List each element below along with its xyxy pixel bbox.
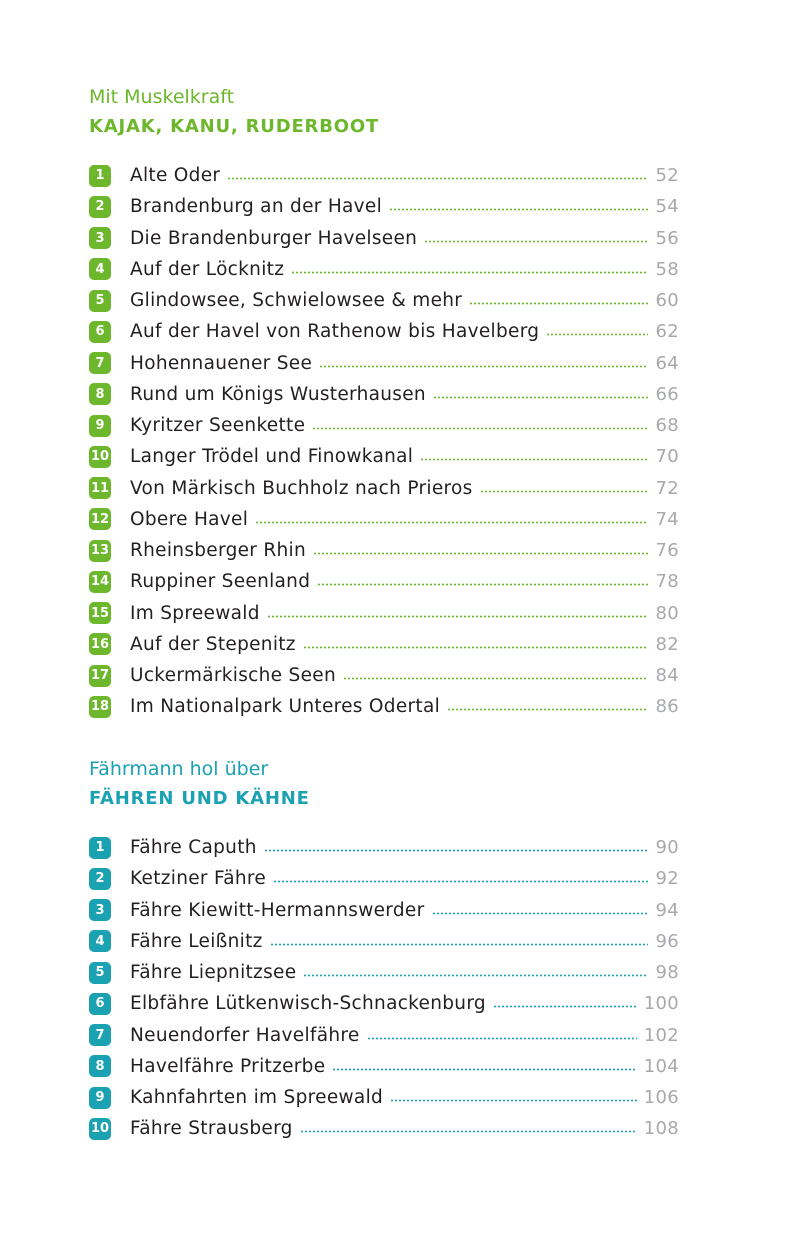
entry-title[interactable]: Auf der Havel von Rathenow bis Havelberg <box>130 321 540 343</box>
toc-entry[interactable] <box>89 160 679 191</box>
entry-page-number: 106 <box>643 1087 679 1109</box>
entry-page-number: 94 <box>655 899 679 921</box>
entry-title[interactable]: Im Nationalpark Unteres Odertal <box>130 696 441 718</box>
entry-title[interactable]: Kahnfahrten im Spreewald <box>130 1087 384 1109</box>
entry-page-number: 78 <box>655 571 679 593</box>
entry-title[interactable]: Ruppiner Seenland <box>130 571 311 593</box>
dot-leader <box>469 302 648 305</box>
dot-leader <box>303 646 649 649</box>
entry-number-badge: 11 <box>89 477 111 499</box>
entry-page-number: 52 <box>655 165 679 187</box>
toc-list <box>89 160 679 723</box>
toc-entry[interactable] <box>89 832 679 863</box>
entry-title[interactable]: Kyritzer Seenkette <box>130 415 306 437</box>
entry-number-badge: 3 <box>89 227 111 249</box>
entry-title[interactable]: Auf der Löcknitz <box>130 258 285 280</box>
entry-page-number: 96 <box>655 930 679 952</box>
entry-title[interactable]: Rheinsberger Rhin <box>130 540 307 562</box>
dot-leader <box>255 521 648 524</box>
section-faehren <box>89 756 679 1145</box>
entry-page-number: 60 <box>655 290 679 312</box>
toc-entry[interactable] <box>89 926 679 957</box>
toc-entry[interactable] <box>89 316 679 347</box>
toc-entry[interactable] <box>89 441 679 472</box>
entry-number-badge: 2 <box>89 196 111 218</box>
entry-title[interactable]: Glindowsee, Schwielowsee & mehr <box>130 290 463 312</box>
toc-entry[interactable] <box>89 1082 679 1113</box>
entry-title[interactable]: Fähre Strausberg <box>130 1118 293 1140</box>
entry-number-badge: 5 <box>89 962 111 984</box>
entry-number-badge: 2 <box>89 868 111 890</box>
entry-page-number: 64 <box>655 352 679 374</box>
entry-page-number: 90 <box>655 837 679 859</box>
dot-leader <box>303 974 648 977</box>
entry-number-badge: 7 <box>89 1024 111 1046</box>
entry-page-number: 70 <box>655 446 679 468</box>
toc-list <box>89 832 679 1145</box>
entry-page-number: 86 <box>655 696 679 718</box>
toc-entry[interactable] <box>89 285 679 316</box>
dot-leader <box>332 1068 636 1071</box>
entry-page-number: 98 <box>655 962 679 984</box>
entry-number-badge: 6 <box>89 993 111 1015</box>
entry-number-badge: 1 <box>89 837 111 859</box>
entry-page-number: 80 <box>655 602 679 624</box>
dot-leader <box>267 615 649 618</box>
toc-entry[interactable] <box>89 598 679 629</box>
toc-entry[interactable] <box>89 535 679 566</box>
toc-entry[interactable] <box>89 895 679 926</box>
toc-entry[interactable] <box>89 473 679 504</box>
entry-number-badge: 8 <box>89 1055 111 1077</box>
entry-page-number: 102 <box>643 1024 679 1046</box>
entry-title[interactable]: Auf der Stepenitz <box>130 633 296 655</box>
dot-leader <box>343 677 649 680</box>
dot-leader <box>493 1005 637 1008</box>
entry-title[interactable]: Rund um Königs Wusterhausen <box>130 383 426 405</box>
entry-page-number: 76 <box>655 540 679 562</box>
entry-page-number: 62 <box>655 321 679 343</box>
dot-leader <box>227 177 648 180</box>
entry-number-badge: 13 <box>89 540 111 562</box>
entry-number-badge: 10 <box>89 446 111 468</box>
entry-number-badge: 18 <box>89 696 111 718</box>
toc-entry[interactable] <box>89 410 679 441</box>
dot-leader <box>433 396 649 399</box>
dot-leader <box>424 240 648 243</box>
entry-page-number: 92 <box>655 868 679 890</box>
entry-page-number: 74 <box>655 508 679 530</box>
entry-number-badge: 1 <box>89 165 111 187</box>
entry-number-badge: 7 <box>89 352 111 374</box>
entry-number-badge: 4 <box>89 930 111 952</box>
entry-title[interactable]: Fähre Liepnitzsee <box>130 962 297 984</box>
entry-title[interactable]: Im Spreewald <box>130 602 260 624</box>
dot-leader <box>313 552 648 555</box>
entry-number-badge: 9 <box>89 1087 111 1109</box>
toc-entry[interactable] <box>89 566 679 597</box>
dot-leader <box>389 208 648 211</box>
toc-entry[interactable] <box>89 1113 679 1144</box>
entry-title[interactable]: Fähre Caputh <box>130 837 257 859</box>
entry-page-number: 84 <box>655 665 679 687</box>
toc-entry[interactable] <box>89 691 679 722</box>
entry-number-badge: 4 <box>89 258 111 280</box>
dot-leader <box>432 912 649 915</box>
entry-title[interactable]: Neuendorfer Havelfähre <box>130 1024 360 1046</box>
dot-leader <box>264 849 649 852</box>
dot-leader <box>300 1130 637 1133</box>
dot-leader <box>480 490 649 493</box>
entry-page-number: 68 <box>655 415 679 437</box>
section-subtitle: Mit Muskelkraft <box>89 86 235 108</box>
entry-title[interactable]: Ketziner Fähre <box>130 868 267 890</box>
toc-entry[interactable] <box>89 863 679 894</box>
entry-page-number: 58 <box>655 258 679 280</box>
entry-page-number: 54 <box>655 196 679 218</box>
dot-leader <box>291 271 648 274</box>
toc-entry[interactable] <box>89 1051 679 1082</box>
entry-number-badge: 10 <box>89 1118 111 1140</box>
entry-page-number: 82 <box>655 633 679 655</box>
entry-title[interactable]: Von Märkisch Buchholz nach Prieros <box>130 477 473 499</box>
dot-leader <box>390 1099 637 1102</box>
entry-number-badge: 6 <box>89 321 111 343</box>
toc-entry[interactable] <box>89 629 679 660</box>
entry-title[interactable]: Langer Trödel und Finowkanal <box>130 446 414 468</box>
section-kajak-kanu <box>89 84 679 723</box>
dot-leader <box>270 943 649 946</box>
entry-title[interactable]: Fähre Leißnitz <box>130 930 263 952</box>
entry-title[interactable]: Obere Havel <box>130 508 249 530</box>
entry-title[interactable]: Havelfähre Pritzerbe <box>130 1055 326 1077</box>
entry-number-badge: 15 <box>89 602 111 624</box>
entry-number-badge: 16 <box>89 633 111 655</box>
entry-number-badge: 17 <box>89 665 111 687</box>
dot-leader <box>273 880 648 883</box>
toc-entry[interactable] <box>89 660 679 691</box>
toc-entry[interactable] <box>89 348 679 379</box>
entry-page-number: 66 <box>655 383 679 405</box>
dot-leader <box>317 583 648 586</box>
entry-title[interactable]: Uckermärkische Seen <box>130 665 336 687</box>
entry-title[interactable]: Alte Oder <box>130 165 221 187</box>
entry-page-number: 72 <box>655 477 679 499</box>
dot-leader <box>447 708 648 711</box>
dot-leader <box>546 333 648 336</box>
entry-title[interactable]: Hohennauener See <box>130 352 313 374</box>
entry-title[interactable]: Elbfähre Lütkenwisch-Schnackenburg <box>130 993 486 1015</box>
entry-title[interactable]: Fähre Kiewitt-Hermannswerder <box>130 899 425 921</box>
section-heading: FÄHREN UND KÄHNE <box>89 788 310 809</box>
toc-entry[interactable] <box>89 1020 679 1051</box>
entry-title[interactable]: Brandenburg an der Havel <box>130 196 383 218</box>
entry-number-badge: 14 <box>89 571 111 593</box>
section-heading: KAJAK, KANU, RUDERBOOT <box>89 116 379 137</box>
dot-leader <box>319 365 648 368</box>
toc-entry[interactable] <box>89 223 679 254</box>
dot-leader <box>420 458 648 461</box>
toc-entry[interactable] <box>89 504 679 535</box>
dot-leader <box>312 427 648 430</box>
entry-number-badge: 5 <box>89 290 111 312</box>
section-subtitle: Fährmann hol über <box>89 758 269 780</box>
entry-number-badge: 3 <box>89 899 111 921</box>
entry-number-badge: 8 <box>89 383 111 405</box>
entry-title[interactable]: Die Brandenburger Havelseen <box>130 227 418 249</box>
dot-leader <box>367 1037 637 1040</box>
toc-entry[interactable] <box>89 957 679 988</box>
toc-entry[interactable] <box>89 254 679 285</box>
toc-entry[interactable] <box>89 988 679 1019</box>
entry-page-number: 104 <box>643 1055 679 1077</box>
toc-entry[interactable] <box>89 191 679 222</box>
entry-page-number: 56 <box>655 227 679 249</box>
entry-number-badge: 12 <box>89 508 111 530</box>
entry-page-number: 108 <box>643 1118 679 1140</box>
entry-number-badge: 9 <box>89 415 111 437</box>
toc-entry[interactable] <box>89 379 679 410</box>
entry-page-number: 100 <box>643 993 679 1015</box>
